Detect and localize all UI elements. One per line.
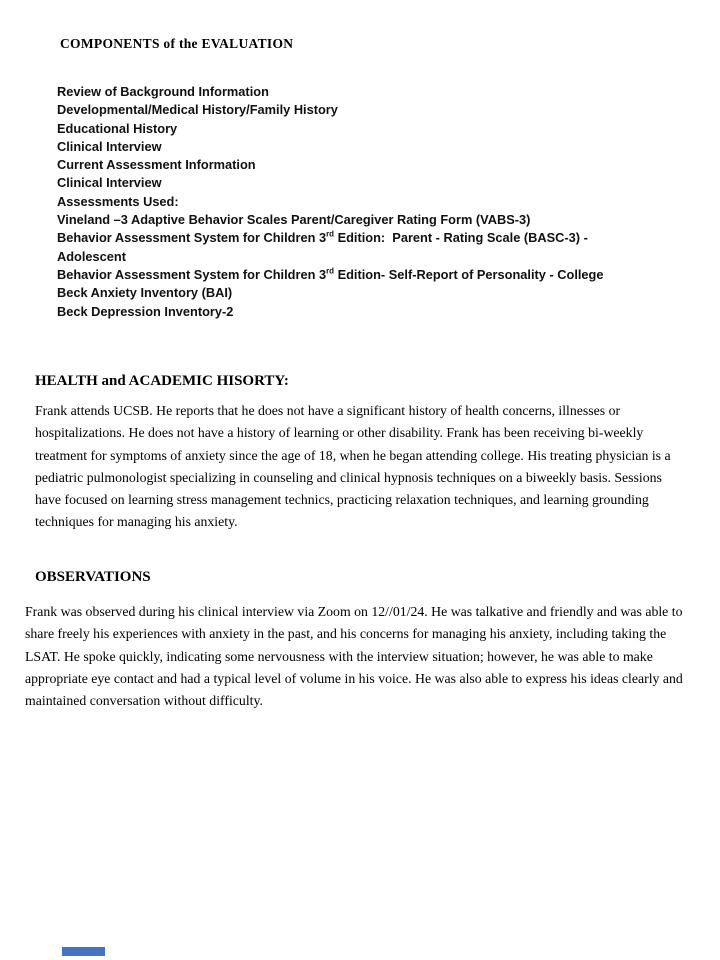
list-item: Behavior Assessment System for Children 3rd Edition: Parent - Rating Scale (BASC-3) - Adolescent: [57, 230, 591, 264]
health-heading: HEALTH and ACADEMIC HISORTY:: [35, 373, 289, 389]
observations-paragraph: Frank was observed during his clinical interview via Zoom on 12//01/24. He was talkative and friendly and was able to share freely his experiences with anxiety in the past, and his concerns for managing his anxiety, including taking the LSAT. He spoke quickly, indicating some nervousness with the interview situation; however, he was able to make appropriate eye contact and had a typical level of volume in his voice. He was also able to express his ideas clearly and maintained conversation without difficulty.: [25, 604, 683, 709]
list-item: Clinical Interview: [57, 175, 162, 191]
components-heading: COMPONENTS of the EVALUATION: [60, 36, 294, 51]
blue-shape: [62, 947, 105, 956]
list-item: Assessments Used:: [57, 193, 179, 209]
list-item: Behavior Assessment System for Children 3rd Edition- Self-Report of Personality - College: [57, 266, 604, 282]
health-paragraph: Frank attends UCSB. He reports that he does not have a significant history of health concerns, illnesses or hospitalizations. He does not have a history of learning or other disability. Frank has been receiving bi-weekly treatment for symptoms of anxiety since the age of 18, when he began attending college. His treating physician is a pediatric pulmonologist specializing in counseling and clinical hypnosis techniques on a biweekly basis. Sessions have focused on learning stress management technics, practicing relaxation techniques, and learning grounding techniques for managing his anxiety.: [35, 403, 671, 530]
list-item: Beck Anxiety Inventory (BAI): [57, 285, 233, 301]
list-item: Educational History: [57, 120, 178, 136]
list-item: Developmental/Medical History/Family History: [57, 102, 338, 118]
components-list: [57, 83, 639, 321]
list-item: Current Assessment Information: [57, 157, 256, 173]
list-item: Beck Depression Inventory-2: [57, 303, 234, 319]
list-item: Vineland –3 Adaptive Behavior Scales Parent/Caregiver Rating Form (VABS-3): [57, 212, 531, 228]
list-item: Clinical Interview: [57, 138, 162, 154]
observations-heading: OBSERVATIONS: [35, 569, 151, 585]
list-item: Review of Background Information: [57, 84, 269, 99]
